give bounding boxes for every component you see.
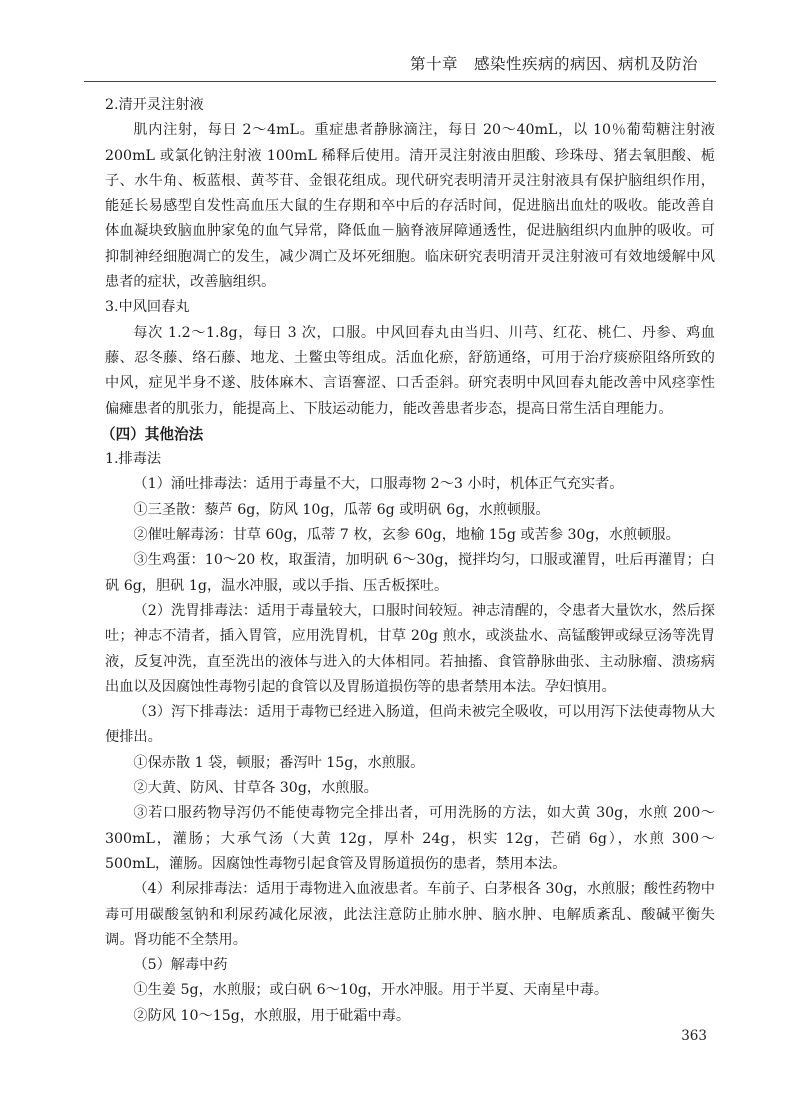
paragraph: ②催吐解毒汤：甘草 60g，瓜蒂 7 枚，玄参 60g，地榆 15g 或苦参 30g，水煎顿服。: [133, 527, 680, 544]
paragraph: 每次 1.2～1.8g，每日 3 次，口服。中风回春丸由当归、川芎、红花、桃仁、丹参、鸡血藤、忍冬藤、络石藤、地龙、土鳖虫等组成。活血化瘀，舒筋通络，可用于治疗痰瘀阻络所致的中风，症见半身不遂、肢体麻木、言语謇涩、口舌歪斜。研究表明中风回春丸能改善中风痉挛性偏瘫患者的肌张力，能提高上、下肢运动能力，能改善患者步态，提高日常生活自理能力。: [105, 324, 715, 417]
paragraph: ①生姜 5g，水煎服；或白矾 6～10g，开水冲服。用于半夏、天南星中毒。: [133, 982, 609, 999]
header-rule: [84, 81, 716, 82]
paragraph: ②防风 10～15g，水煎服，用于砒霜中毒。: [133, 1007, 411, 1024]
page-body: [101, 93, 715, 1029]
paragraph: （2）洗胃排毒法：适用于毒量较大，口服时间较短。神志清醒的，令患者大量饮水，然后探吐；神志不清者，插入胃管，应用洗胃机，甘草 20g 煎水，或淡盐水、高锰酸钾或绿豆汤等洗胃液，反复冲洗，直至洗出的液体与进入的大体相同。若抽搐、食管静脉曲张、主动脉瘤、溃疡病出血以及因腐蚀性毒物引起的食管以及胃肠道损伤等的患者禁用本法。孕妇慎用。: [105, 602, 715, 695]
paragraph: ②大黄、防风、甘草各 30g，水煎服。: [133, 780, 378, 797]
paragraph: ①保赤散 1 袋，顿服；番泻叶 15g，水煎服。: [133, 754, 425, 771]
paragraph: ③若口服药物导泻仍不能使毒物完全排出者，可用洗肠的方法，如大黄 30g，水煎 200～300mL，灌肠；大承气汤（大黄 12g，厚朴 24g，枳实 12g，芒硝 6g），水煎 300～500mL，灌肠。因腐蚀性毒物引起食管及胃肠道损伤的患者，禁用本法。: [105, 805, 715, 872]
paragraph: （3）泻下排毒法：适用于毒物已经进入肠道，但尚未被完全吸收，可以用泻下法使毒物从大便排出。: [105, 704, 715, 746]
paragraph: ③生鸡蛋：10～20 枚，取蛋清，加明矾 6～30g，搅拌均匀，口服或灌胃，吐后再灌胃；白矾 6g，胆矾 1g，温水冲服，或以手指、压舌板探吐。: [105, 552, 715, 594]
item-heading: 2.清开灵注射液: [105, 97, 204, 113]
paragraph: （5）解毒中药: [133, 957, 228, 974]
section-heading: （四）其他治法: [101, 425, 204, 443]
item-heading: 1.排毒法: [105, 451, 162, 468]
paragraph: 肌内注射，每日 2～4mL。重症患者静脉滴注，每日 20～40mL，以 10％葡萄糖注射液 200mL 或氯化钠注射液 100mL 稀释后使用。清开灵注射液由胆酸、珍珠母、猪去氧胆酸、栀子、水牛角、板蓝根、黄芩苷、金银花组成。现代研究表明清开灵注射液具有保护脑组织作用，能延长易感型自发性高血压大鼠的生存期和卒中后的存活时间，促进脑出血灶的吸收。能改善自体血凝块致脑血肿家兔的血气异常，降低血－脑脊液屏障通透性，促进脑组织内血肿的吸收。可抑制神经细胞凋亡的发生，减少凋亡及坏死细胞。临床研究表明清开灵注射液可有效地缓解中风患者的症状，改善脑组织。: [105, 122, 715, 291]
paragraph: （4）利尿排毒法：适用于毒物进入血液患者。车前子、白茅根各 30g，水煎服；酸性药物中毒可用碳酸氢钠和利尿药减化尿液，此法注意防止肺水肿、脑水肿、电解质紊乱、酸碱平衡失调。肾功能不全禁用。: [105, 881, 715, 948]
item-heading: 3.中风回春丸: [105, 299, 190, 316]
page-number: 363: [681, 1028, 707, 1044]
running-header: 第十章 感染性疾病的病因、病机及防治: [409, 55, 698, 73]
paragraph: ①三圣散：藜芦 6g，防风 10g，瓜蒂 6g 或明矾 6g，水煎顿服。: [133, 501, 550, 518]
paragraph: （1）涌吐排毒法：适用于毒量不大，口服毒物 2～3 小时，机体正气充实者。: [133, 476, 624, 493]
